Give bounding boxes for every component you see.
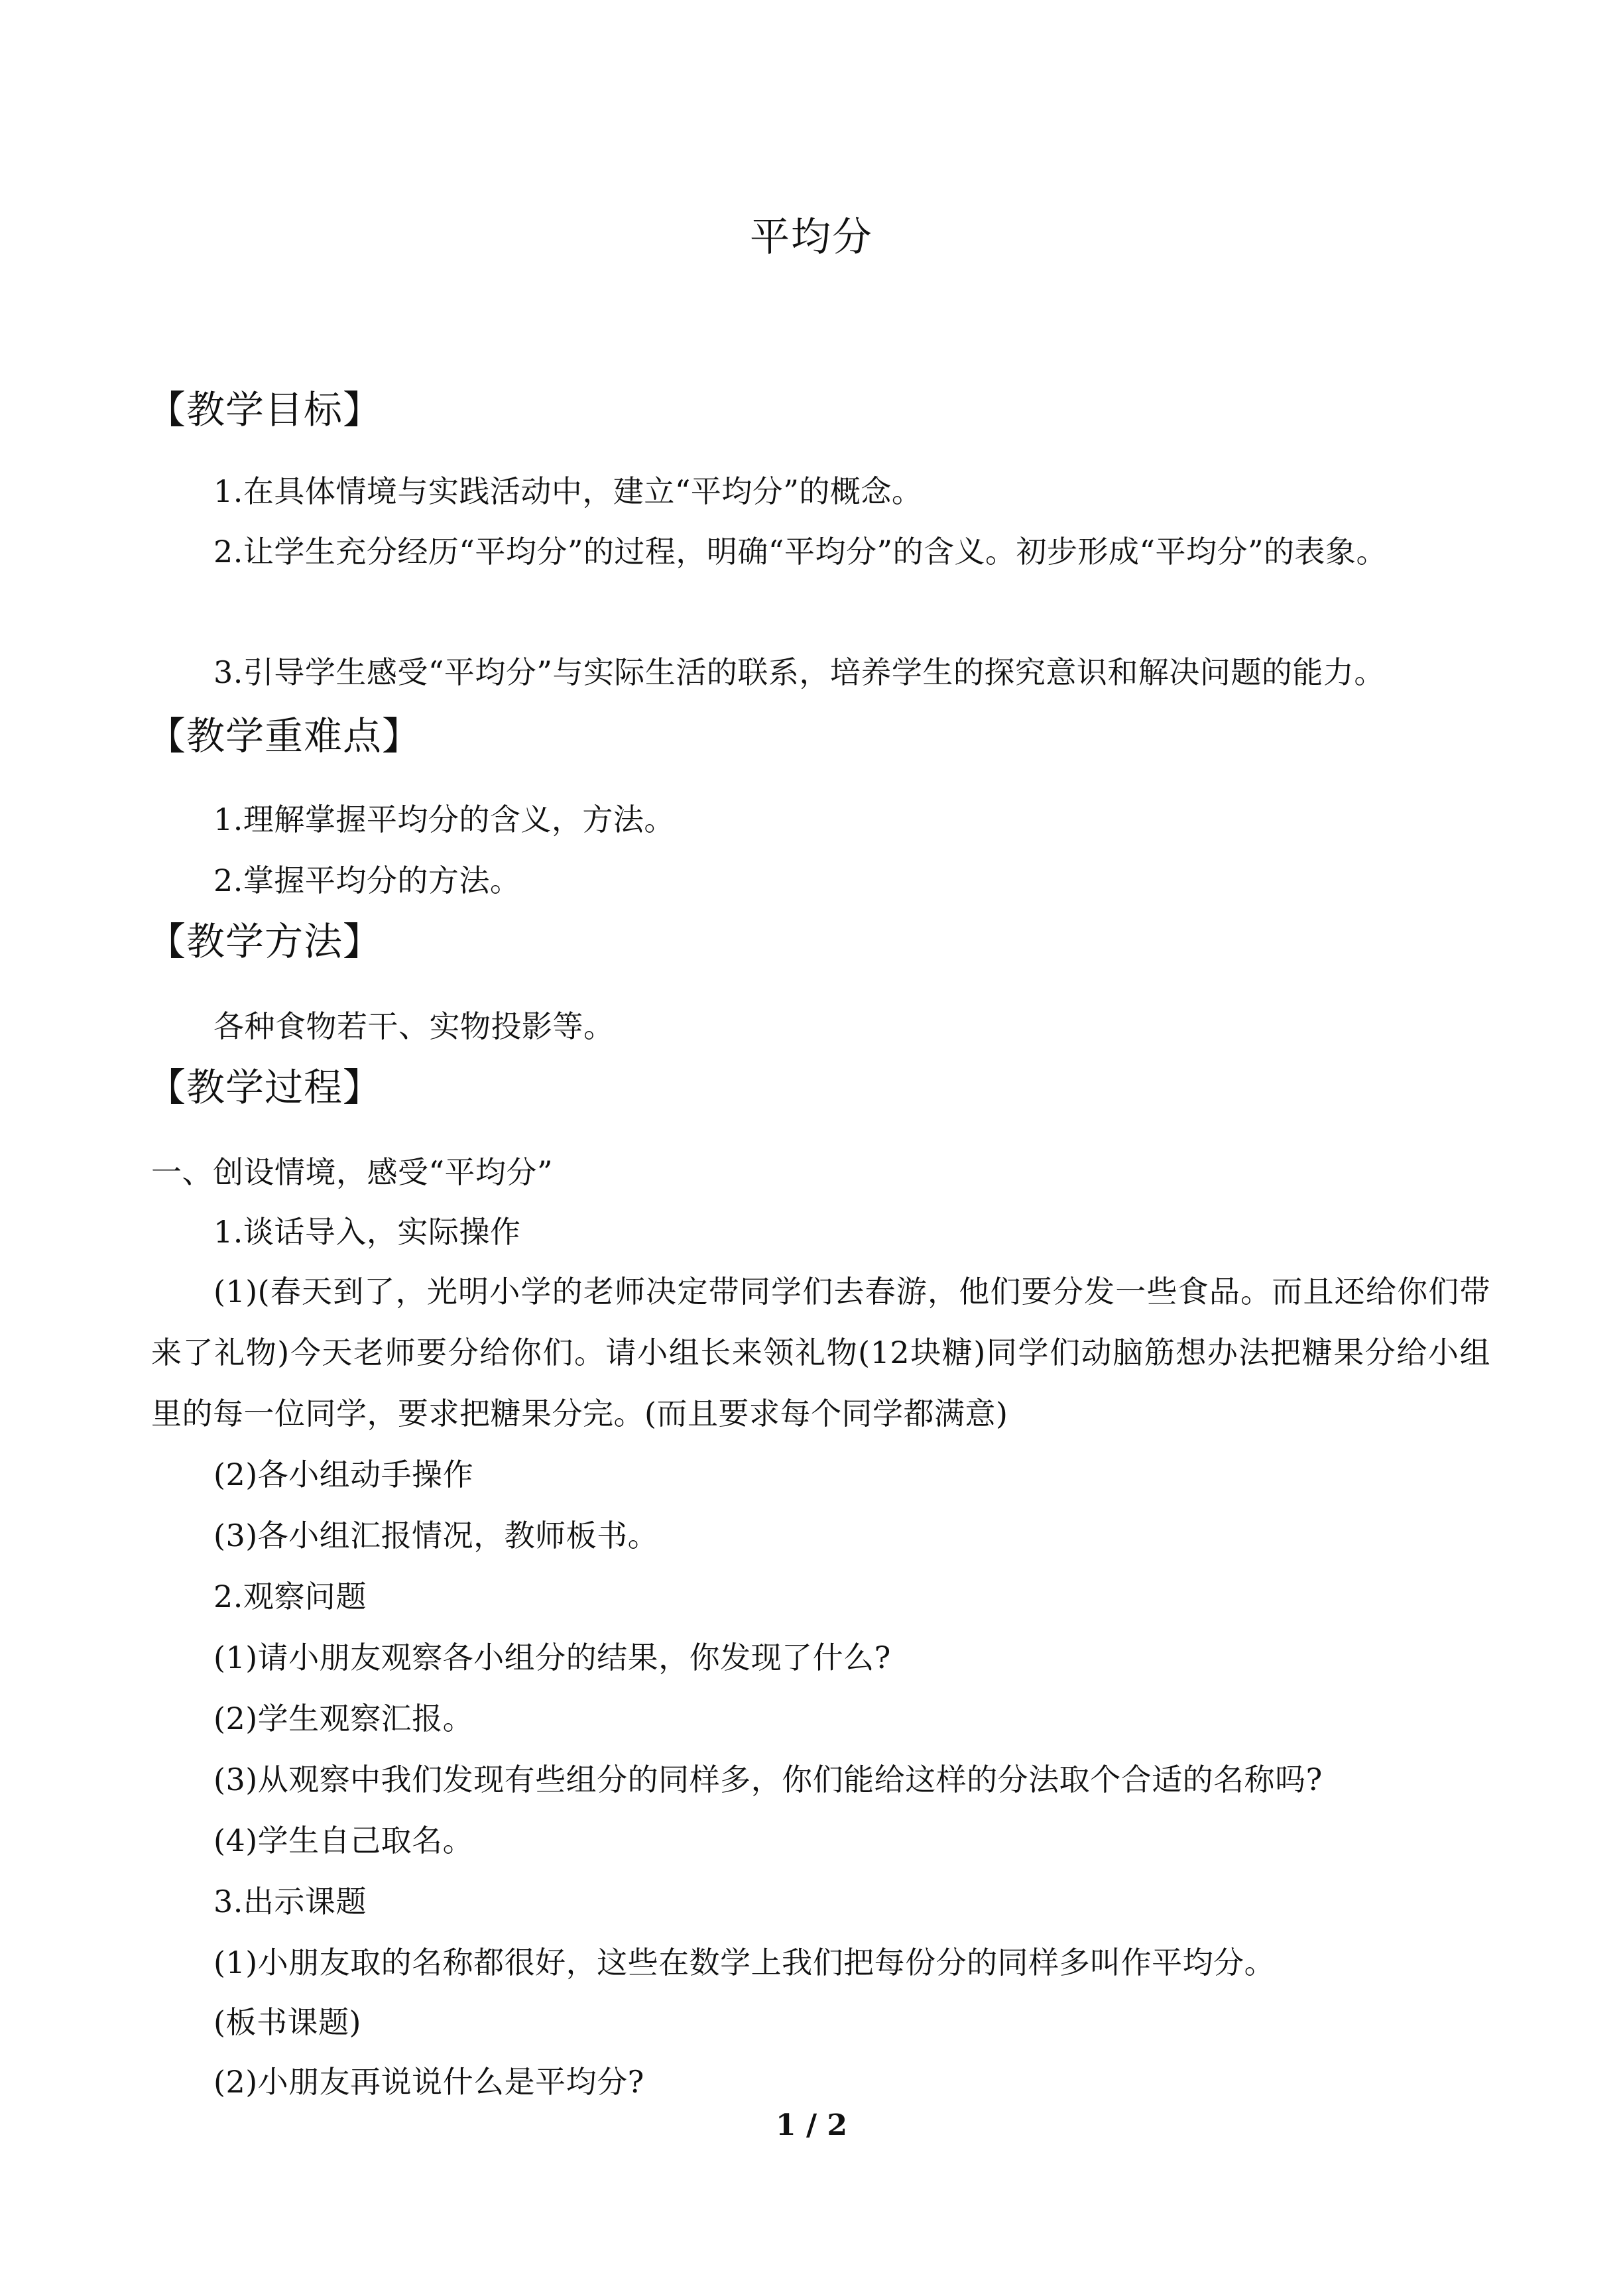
section-heading-goals: 【教学目标】 <box>147 387 383 432</box>
process-line-2: (1)(春天到了，光明小学的老师决定带同学们去春游，他们要分发一些食品。而且还给你们带来了礼物)今天老师要分给你们。请小组长来领礼物(12块糖)同学们动脑筋想办法把糖果分给小组里的每一位同学，要求把糖果分完。(而且要求每个同学都满意) <box>151 1274 1490 1431</box>
process-line-1: 1.谈话导入，实际操作 <box>213 1214 521 1250</box>
page-number: 1 / 2 <box>776 2108 847 2142</box>
process-line-5: 2.观察问题 <box>213 1579 367 1614</box>
document-title: 平均分 <box>750 214 873 261</box>
goal-item-1: 1.在具体情境与实践活动中，建立“平均分”的概念。 <box>213 473 923 509</box>
process-line-11: (1)小朋友取的名称都很好，这些在数学上我们把每份分的同样多叫作平均分。 <box>213 1945 1276 1980</box>
process-line-13: (2)小朋友再说说什么是平均分? <box>213 2064 644 2100</box>
process-line-8: (3)从观察中我们发现有些组分的同样多，你们能给这样的分法取个合适的名称吗? <box>213 1762 1323 1797</box>
section-heading-process: 【教学过程】 <box>147 1065 383 1110</box>
section-heading-methods: 【教学方法】 <box>147 919 383 964</box>
goal-item-3: 3.引导学生感受“平均分”与实际生活的联系，培养学生的探究意识和解决问题的能力。 <box>213 654 1385 690</box>
process-line-6: (1)请小朋友观察各小组分的结果，你发现了什么? <box>213 1640 891 1675</box>
process-line-10: 3.出示课题 <box>213 1884 367 1919</box>
process-line-7: (2)学生观察汇报。 <box>213 1701 474 1736</box>
key-point-item-2: 2.掌握平均分的方法。 <box>213 863 521 898</box>
process-line-9: (4)学生自己取名。 <box>213 1823 474 1858</box>
process-line-4: (3)各小组汇报情况，教师板书。 <box>213 1518 659 1553</box>
method-item-1: 各种食物若干、实物投影等。 <box>213 1008 615 1044</box>
process-line-12: (板书课题) <box>213 2004 361 2040</box>
process-part-one: 一、创设情境，感受“平均分” <box>151 1154 554 1190</box>
key-point-item-1: 1.理解掌握平均分的含义，方法。 <box>213 802 675 837</box>
section-heading-key-points: 【教学重难点】 <box>147 713 422 758</box>
process-line-3: (2)各小组动手操作 <box>213 1457 474 1492</box>
goal-item-2: 2.让学生充分经历“平均分”的过程，明确“平均分”的含义。初步形成“平均分”的表象。 <box>213 534 1387 570</box>
